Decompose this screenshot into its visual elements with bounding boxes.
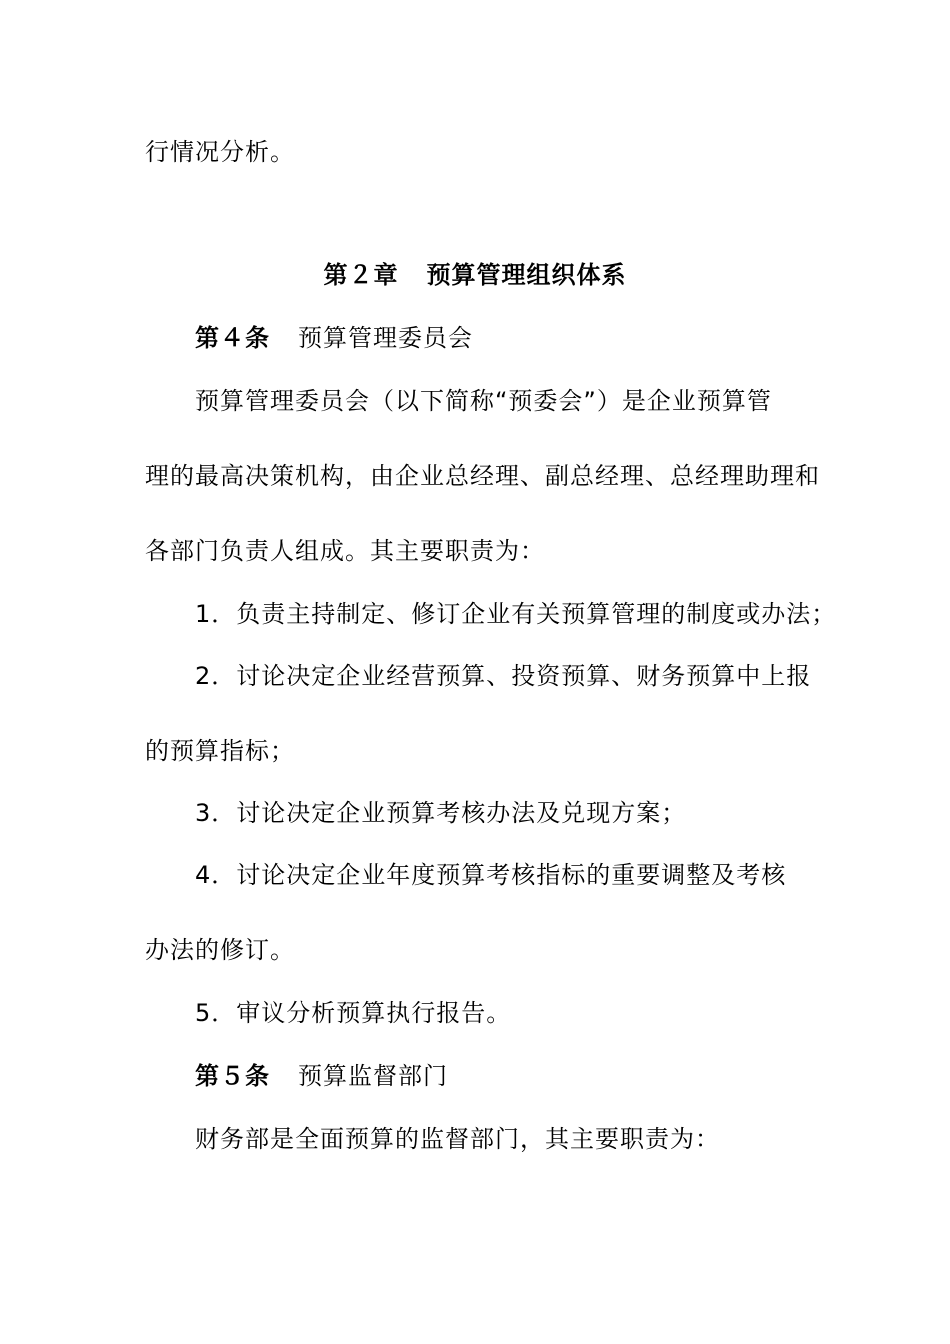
continuation-text: 行情况分析。: [145, 138, 295, 166]
chapter-number: 第２章: [323, 261, 399, 289]
article-5-number: 第５条: [195, 1062, 270, 1090]
article-5-heading: [195, 1060, 448, 1092]
article-4-item-3: 3．讨论决定企业预算考核办法及兑现方案；: [195, 799, 687, 827]
article-4-intro-line-1: 预算管理委员会（以下简称“预委会”）是企业预算管: [195, 387, 772, 415]
article-4-number: 第４条: [195, 324, 270, 352]
article-4-item-1: 1．负责主持制定、修订企业有关预算管理的制度或办法；: [195, 600, 837, 628]
article-4-item-5: 5．审议分析预算执行报告。: [195, 999, 512, 1027]
article-4-title: 预算管理委员会: [298, 324, 473, 352]
article-4-item-4: 4．讨论决定企业年度预算考核指标的重要调整及考核: [195, 861, 787, 889]
article-5-intro: 财务部是全面预算的监督部门，其主要职责为：: [195, 1125, 720, 1153]
article-4-heading: [195, 322, 473, 354]
chapter-title: 预算管理组织体系: [426, 261, 627, 289]
article-4-intro-line-2: 理的最高决策机构，由企业总经理、副总经理、总经理助理和: [145, 462, 820, 490]
article-4-item-2: 2．讨论决定企业经营预算、投资预算、财务预算中上报: [195, 662, 812, 690]
chapter-heading: [0, 259, 950, 291]
article-4-intro-line-3: 各部门负责人组成。其主要职责为：: [145, 537, 545, 565]
article-4-item-4-cont: 办法的修订。: [145, 936, 295, 964]
article-4-item-2-cont: 的预算指标；: [145, 737, 295, 765]
article-5-title: 预算监督部门: [298, 1062, 448, 1090]
